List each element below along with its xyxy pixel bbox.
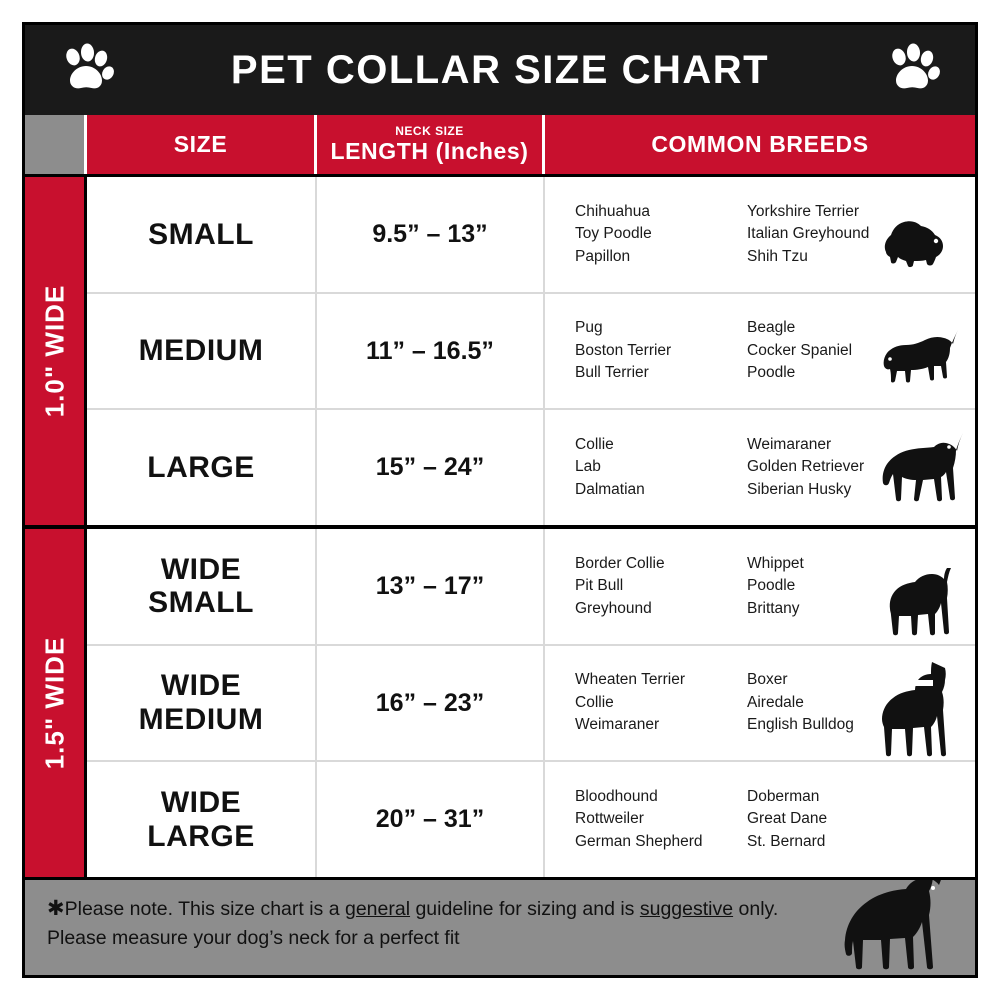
- group-label-1-0-wide: [25, 177, 87, 525]
- breed-item: Dalmatian: [575, 480, 645, 498]
- breed-item: Chihuahua: [575, 202, 650, 220]
- cell-breeds: [545, 762, 975, 877]
- breed-item: Greyhound: [575, 599, 652, 617]
- footer-emphasis-general: general: [344, 898, 411, 920]
- breed-column-2: [747, 201, 887, 268]
- breed-item: Cocker Spaniel: [747, 341, 853, 359]
- breed-column-1: [575, 669, 725, 736]
- breed-column-2: [747, 434, 887, 501]
- asterisk-icon: ✱: [47, 897, 65, 920]
- column-header-size: [87, 115, 317, 174]
- cell-length: 11” – 16.5”: [317, 294, 545, 409]
- breed-column-1: [575, 201, 725, 268]
- table-row: [87, 760, 975, 877]
- group-rows: [87, 177, 975, 525]
- paw-icon: [59, 42, 115, 98]
- group-1-5-wide: [25, 525, 975, 877]
- breed-column-1: [575, 317, 725, 384]
- cell-length: 15” – 24”: [317, 410, 545, 525]
- column-header-length: [317, 115, 545, 174]
- breed-item: Brittany: [747, 599, 800, 617]
- page-title: PET COLLAR SIZE CHART: [230, 47, 770, 92]
- breed-column-2: [747, 669, 887, 736]
- breed-item: Beagle: [747, 319, 796, 337]
- cell-breeds: [545, 294, 975, 409]
- breed-item: Boston Terrier: [575, 341, 672, 359]
- breed-item: Bloodhound: [575, 787, 658, 805]
- chart-frame: [22, 22, 978, 978]
- column-header-breeds-label: COMMON BREEDS: [651, 131, 869, 157]
- breed-item: Whippet: [747, 554, 804, 572]
- footer-emphasis-suggestive: suggestive: [639, 898, 734, 920]
- column-header-size-label: SIZE: [173, 131, 228, 157]
- footer-line1-a: Please note. This size chart is a: [64, 898, 345, 920]
- cell-length: 9.5” – 13”: [317, 177, 545, 292]
- cell-length: 20” – 31”: [317, 762, 545, 877]
- table-row: [87, 529, 975, 644]
- breed-column-2: [747, 317, 887, 384]
- column-header-neck-size-label: NECK SIZE: [395, 123, 464, 138]
- group-label-1-5-wide: [25, 529, 87, 877]
- breed-item: Bull Terrier: [575, 364, 649, 382]
- column-header-row: [25, 115, 975, 177]
- group-1-0-wide: [25, 177, 975, 525]
- breed-item: German Shepherd: [575, 832, 703, 850]
- cell-length: 16” – 23”: [317, 646, 545, 761]
- table-row: [87, 292, 975, 409]
- breed-item: Golden Retriever: [747, 458, 865, 476]
- cell-size: LARGE: [87, 410, 317, 525]
- breed-column-2: [747, 786, 887, 853]
- chart-footer: [25, 877, 975, 975]
- breed-item: Border Collie: [575, 554, 665, 572]
- breed-item: Lab: [575, 458, 601, 476]
- cell-size: WIDE MEDIUM: [87, 646, 317, 761]
- breed-item: Papillon: [575, 247, 631, 265]
- cell-size: WIDE LARGE: [87, 762, 317, 877]
- breed-item: English Bulldog: [747, 716, 854, 734]
- breed-item: Wheaten Terrier: [575, 671, 685, 689]
- breed-item: Great Dane: [747, 810, 828, 828]
- breed-item: Poodle: [747, 364, 796, 382]
- breed-item: Toy Poodle: [575, 225, 652, 243]
- breed-item: Italian Greyhound: [747, 225, 870, 243]
- group-label-text: 1.0" WIDE: [39, 284, 69, 418]
- breed-item: Doberman: [747, 787, 820, 805]
- column-header-length-label: LENGTH (Inches): [330, 137, 529, 164]
- cell-size: MEDIUM: [87, 294, 317, 409]
- breed-column-1: [575, 786, 725, 853]
- cell-breeds: [545, 410, 975, 525]
- table-row: [87, 644, 975, 761]
- corner-cell: [25, 115, 87, 174]
- paw-icon: [885, 42, 941, 98]
- breed-item: Siberian Husky: [747, 480, 852, 498]
- breed-item: Weimaraner: [747, 435, 832, 453]
- footer-line2: Please measure your dog’s neck for a perfect fit: [47, 927, 460, 950]
- chart-body: [25, 177, 975, 877]
- breed-item: Collie: [575, 435, 614, 453]
- breed-column-2: [747, 553, 887, 620]
- breed-item: Pit Bull: [575, 577, 624, 595]
- chart-header: [25, 25, 975, 115]
- footer-note: [47, 894, 953, 953]
- cell-length: 13” – 17”: [317, 529, 545, 644]
- footer-line1-e: only.: [733, 898, 779, 920]
- cell-breeds: [545, 177, 975, 292]
- breed-item: Boxer: [747, 671, 788, 689]
- breed-item: Shih Tzu: [747, 247, 808, 265]
- cell-breeds: [545, 529, 975, 644]
- group-label-text: 1.5" WIDE: [39, 636, 69, 770]
- breed-item: Pug: [575, 319, 603, 337]
- table-row: [87, 177, 975, 292]
- breed-column-1: [575, 553, 725, 620]
- cell-size: WIDE SMALL: [87, 529, 317, 644]
- column-header-breeds: [545, 115, 975, 174]
- breed-item: Yorkshire Terrier: [747, 202, 859, 220]
- footer-line1-c: guideline for sizing and is: [410, 898, 640, 920]
- breed-item: Airedale: [747, 693, 804, 711]
- cell-size: SMALL: [87, 177, 317, 292]
- table-row: [87, 408, 975, 525]
- breed-item: Rottweiler: [575, 810, 644, 828]
- breed-item: Weimaraner: [575, 716, 660, 734]
- group-rows: [87, 529, 975, 877]
- cell-breeds: [545, 646, 975, 761]
- breed-item: Poodle: [747, 577, 796, 595]
- breed-item: St. Bernard: [747, 832, 826, 850]
- breed-column-1: [575, 434, 725, 501]
- breed-item: Collie: [575, 693, 614, 711]
